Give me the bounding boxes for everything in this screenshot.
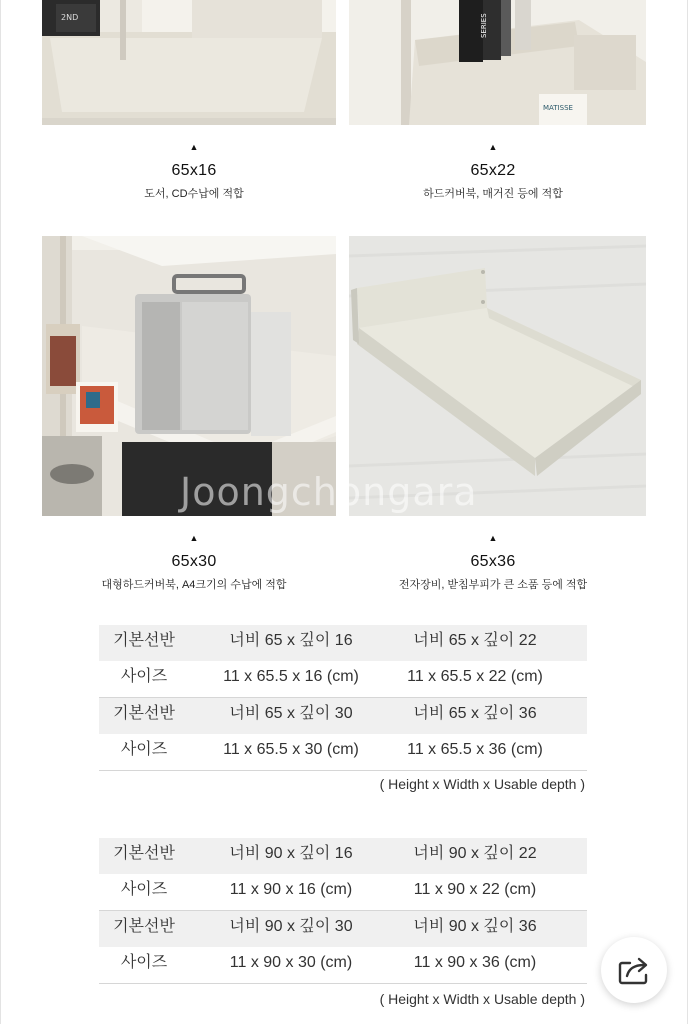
row-label: 기본선반 — [113, 918, 175, 935]
up-triangle-icon: ▲ — [189, 533, 199, 543]
cell: 너비 90 x 깊이 16 — [229, 845, 353, 862]
product-description: 도서, CD수납에 적합 — [144, 188, 244, 200]
spec-table-65 — [99, 625, 587, 771]
spec-row — [99, 838, 587, 874]
cell: 너비 90 x 깊이 30 — [229, 918, 353, 935]
row-label: 기본선반 — [113, 845, 175, 862]
up-triangle-icon: ▲ — [189, 142, 199, 152]
row-label: 사이즈 — [120, 741, 168, 758]
spec-row — [99, 698, 587, 734]
product-description: 하드커버북, 매거진 등에 적합 — [423, 188, 563, 200]
cell: 너비 65 x 깊이 16 — [229, 632, 353, 649]
cell: 11 x 90 x 22 (cm) — [413, 881, 537, 898]
divider — [99, 983, 587, 984]
cell: 너비 90 x 깊이 22 — [413, 845, 537, 862]
row-label: 사이즈 — [120, 954, 168, 971]
cell: 너비 65 x 깊이 22 — [413, 632, 537, 649]
spec-row — [99, 625, 587, 661]
cell: 11 x 90 x 30 (cm) — [229, 954, 353, 971]
watermark-text: Joongchongara — [180, 470, 478, 514]
row-label: 사이즈 — [120, 881, 168, 898]
cell: 너비 90 x 깊이 36 — [413, 918, 537, 935]
caption-65x36 — [345, 533, 641, 592]
unit-note: ( Height x Width x Usable depth ) — [379, 776, 585, 792]
cell: 11 x 90 x 36 (cm) — [413, 954, 537, 971]
share-arrow-icon — [617, 955, 651, 985]
cell: 11 x 65.5 x 30 (cm) — [223, 741, 359, 758]
caption-65x16 — [46, 142, 342, 201]
cell: 11 x 65.5 x 36 (cm) — [407, 741, 543, 758]
caption-65x22 — [345, 142, 641, 201]
up-triangle-icon: ▲ — [488, 533, 498, 543]
divider — [99, 770, 587, 771]
cell: 11 x 90 x 16 (cm) — [229, 881, 353, 898]
cell: 너비 65 x 깊이 30 — [229, 705, 353, 722]
row-label: 기본선반 — [113, 705, 175, 722]
cell: 너비 65 x 깊이 36 — [413, 705, 537, 722]
spec-table-90 — [99, 838, 587, 984]
spec-row — [99, 911, 587, 947]
product-description: 전자장비, 받침부피가 큰 소품 등에 적합 — [398, 579, 588, 591]
spec-row — [99, 947, 587, 983]
unit-note: ( Height x Width x Usable depth ) — [379, 991, 585, 1007]
spec-row — [99, 874, 587, 910]
row-label: 기본선반 — [113, 632, 175, 649]
spec-row — [99, 661, 587, 697]
product-size: 65x16 — [171, 162, 217, 179]
row-label: 사이즈 — [120, 668, 168, 685]
page-border-left — [0, 0, 1, 1024]
up-triangle-icon: ▲ — [488, 142, 498, 152]
product-description: 대형하드커버북, A4크기의 수납에 적합 — [101, 579, 287, 591]
book-spine-text: SERIES — [480, 13, 488, 38]
cell: 11 x 65.5 x 22 (cm) — [407, 668, 543, 685]
cell: 11 x 65.5 x 16 (cm) — [223, 668, 359, 685]
product-photo-65x22 — [349, 0, 646, 125]
magazine-cover-text: MATISSE — [543, 104, 573, 112]
share-button[interactable] — [601, 937, 667, 1003]
product-size: 65x22 — [470, 162, 516, 179]
product-photo-65x16 — [42, 0, 336, 125]
spec-row — [99, 734, 587, 770]
cd-cover-text: 2ND — [61, 13, 79, 22]
product-size: 65x36 — [470, 553, 516, 570]
caption-65x30 — [46, 533, 342, 592]
product-size: 65x30 — [171, 553, 217, 570]
